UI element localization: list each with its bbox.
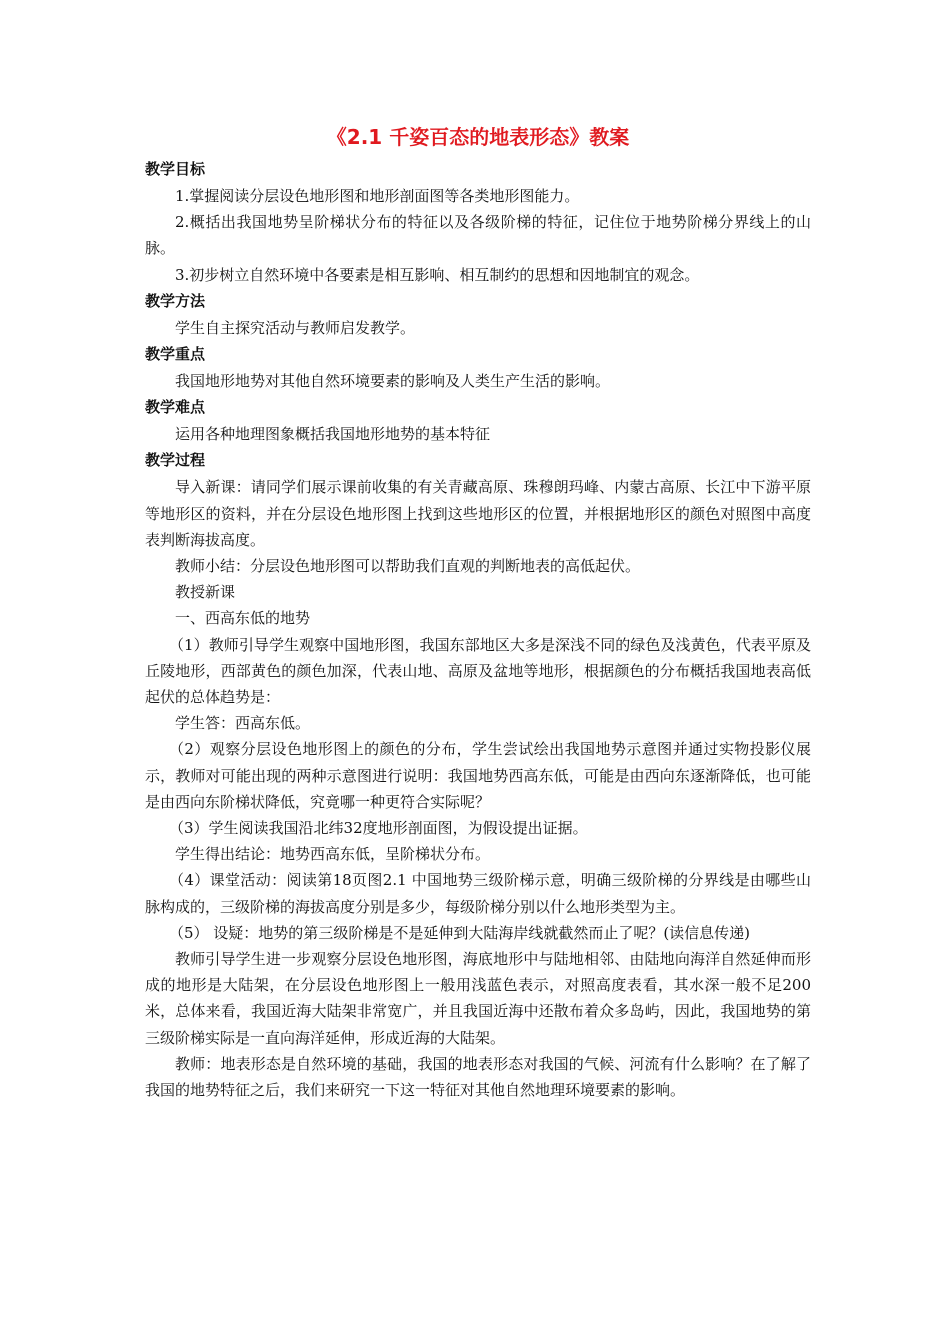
heading-process: 教学过程 (145, 451, 206, 470)
process-paragraph: 教师：地表形态是自然环境的基础，我国的地表形态对我国的气候、河流有什么影响？在了解了我国的地势特征之后，我们来研究一下这一特征对其他自然地理环境要素的影响。 (145, 1054, 811, 1100)
process-paragraph: 学生答：西高东低。 (175, 714, 311, 733)
heading-key-points: 教学重点 (145, 345, 206, 364)
heading-methods: 教学方法 (145, 291, 206, 310)
process-paragraph: 导入新课：请同学们展示课前收集的有关青藏高原、珠穆朗玛峰、内蒙古高原、长江中下游平原等地形区的资料，并在分层设色地形图上找到这些地形区的位置，并根据地形区的颜色对照图中高度表判断海拔高度。 (145, 478, 811, 549)
document-page (145, 122, 811, 1103)
process-paragraph: （5） 设疑：地势的第三级阶梯是不是延伸到大陆海岸线就截然而止了呢？(读信息传递) (169, 923, 751, 942)
goal-item: 2.概括出我国地势呈阶梯状分布的特征以及各级阶梯的特征，记住位于地势阶梯分界线上的山脉。 (145, 213, 811, 258)
key-points-text: 我国地形地势对其他自然环境要素的影响及人类生产生活的影响。 (175, 372, 611, 391)
process-paragraph: （3）学生阅读我国沿北纬32度地形剖面图，为假设提出证据。 (169, 819, 588, 838)
process-paragraph: （2）观察分层设色地形图上的颜色的分布，学生尝试绘出我国地势示意图并通过实物投影仪展示，教师对可能出现的两种示意图进行说明：我国地势西高东低，可能是由西向东逐渐降低，也可能是由西向东阶梯状降低，究竟哪一种更符合实际呢？ (145, 740, 811, 811)
process-paragraph: 教师引导学生进一步观察分层设色地形图，海底地形中与陆地相邻、由陆地向海洋自然延伸而形成的地形是大陆架，在分层设色地形图上一般用浅蓝色表示，对照高度表看，其水深一般不足200米，总体来看，我国近海大陆架非常宽广，并且我国近海中还散布着众多岛屿，因此，我国地势的第三级阶梯实际是一直向海洋延伸，形成近海的大陆架。 (145, 950, 811, 1047)
difficulty-text: 运用各种地理图象概括我国地形地势的基本特征 (175, 425, 491, 444)
document-title: 《2.1 千姿百态的地表形态》教案 (326, 125, 630, 149)
process-paragraph: 教授新课 (175, 583, 236, 602)
process-paragraph: （4）课堂活动：阅读第18页图2.1 中国地势三级阶梯示意，明确三级阶梯的分界线是由哪些山脉构成的，三级阶梯的海拔高度分别是多少，每级阶梯分别以什么地形类型为主。 (145, 871, 811, 916)
goal-item: 3.初步树立自然环境中各要素是相互影响、相互制约的思想和因地制宜的观念。 (175, 265, 700, 284)
heading-goals: 教学目标 (145, 160, 206, 178)
process-paragraph: 一、西高东低的地势 (175, 609, 311, 628)
goal-item: 1.掌握阅读分层设色地形图和地形剖面图等各类地形图能力。 (175, 187, 580, 205)
process-paragraph: 学生得出结论：地势西高东低，呈阶梯状分布。 (175, 845, 491, 864)
methods-text: 学生自主探究活动与教师启发教学。 (175, 318, 416, 337)
process-paragraph: 教师小结：分层设色地形图可以帮助我们直观的判断地表的高低起伏。 (175, 557, 641, 576)
heading-difficulty: 教学难点 (145, 398, 206, 417)
process-paragraph: （1）教师引导学生观察中国地形图，我国东部地区大多是深浅不同的绿色及浅黄色，代表平原及丘陵地形，西部黄色的颜色加深，代表山地、高原及盆地等地形，根据颜色的分布概括我国地表高低起伏的总体趋势是： (145, 635, 811, 707)
